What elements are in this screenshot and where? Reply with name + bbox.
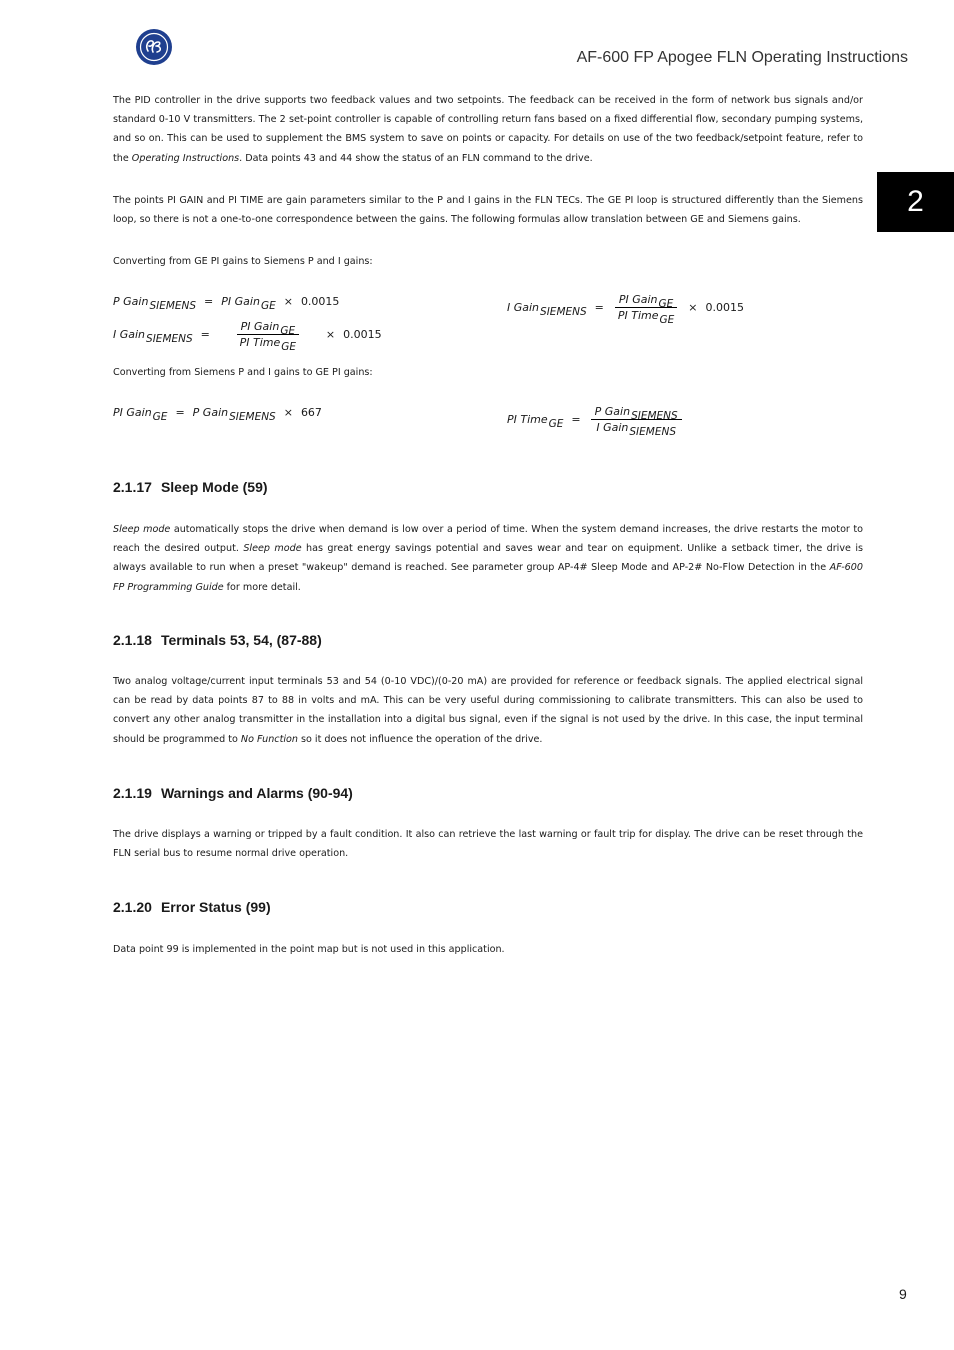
section-heading-terminals: 2.1.18 Terminals 53, 54, (87-88) [113, 632, 322, 648]
formula-i-gain-siemens-left: I Gain SIEMENS = $\frac{\text{PI GainGE}}{\text{PI TimeGE}}$ × 0.0015 [113, 320, 382, 353]
formula-i-gain-siemens-right: I Gain SIEMENS = $\frac{\text{PI GainGE}}{\text{PI TimeGE}}$ × 0.0015 [507, 293, 745, 326]
fraction: $\frac{\text{PI GainGE}}{\text{PI TimeGE}}$ [220, 320, 316, 349]
converting-siemens-to-ge: Converting from Siemens P and I gains to GE PI gains: [113, 367, 373, 378]
ge-monogram-icon [139, 32, 169, 62]
warnings-paragraph: The drive displays a warning or tripped by a fault condition. It also can retrieve the last warning or fault trip for display. The drive can be reset through the FLN serial bus to resume normal drive operation. [113, 829, 863, 860]
fraction: $\frac{\text{PI GainGE}}{\text{PI TimeGE}}$ [614, 293, 678, 322]
intro-paragraph-gains: The points PI GAIN and PI TIME are gain parameters similar to the P and I gains in the FLN TECs. The GE PI loop is structured differently than the Siemens loop, so there is not a one-to-one correspondence between the gains. The following formulas allow translation between GE and Siemens gains. [113, 195, 863, 226]
converting-ge-to-siemens: Converting from GE PI gains to Siemens P and I gains: [113, 256, 373, 267]
formula-pi-gain-ge: PI Gain GE = P Gain SIEMENS × 667 [113, 406, 322, 423]
formula-pi-time-ge: PI Time GE = $\frac{\text{P GainSIEMENS}}{\text{I GainSIEMENS}}$ [507, 405, 684, 434]
intro-paragraph-pid: The PID controller in the drive supports two feedback values and two setpoints. The feedback can be received in the form of network bus signals and/or standard 0-10 V transmitters. The 2 set-point controller is capable of controlling return fans based on a fixed differential flow, secondary pumping systems, and so on. This can be used to supplement the BMS system to save on points or capacity. For details on use of the two feedback/setpoint feature, refer to the Operating Instructions. Data points 43 and 44 show the status of an FLN command to the drive. [113, 95, 863, 164]
formula-p-gain-siemens: P Gain SIEMENS = PI Gain GE × 0.0015 [113, 295, 340, 312]
page-number: 9 [899, 1286, 907, 1302]
sleep-mode-paragraph: Sleep mode automatically stops the drive when demand is low over a period of time. When the system demand increases, the drive restarts the motor to reach the desired output. Sleep mode has great energy savings potential and saves wear and tear on equipment. Unlike a setback timer, the drive is always available to run when a preset "wakeup" demand is reached. See parameter group AP-4# Sleep Mode and AP-2# No-Flow Detection in the AF-600 FP Programming Guide for more detail. [113, 524, 863, 593]
section-heading-sleep-mode: 2.1.17 Sleep Mode (59) [113, 479, 268, 495]
terminals-paragraph: Two analog voltage/current input terminals 53 and 54 (0-10 VDC)/(0-20 mA) are provided for reference or feedback signals. The applied electrical signal can be read by data points 87 to 88 in volts and mA. This can be very useful during commissioning to calibrate transmitters. This can also be used to convert any other analog transmitter in the installation into a digital bus signal, even if the signal is not used by the drive. In this case, the input terminal should be programmed to No Function so it does not influence the operation of the drive. [113, 676, 863, 745]
ge-logo [136, 29, 172, 65]
section-heading-warnings: 2.1.19 Warnings and Alarms (90-94) [113, 785, 353, 801]
error-status-paragraph: Data point 99 is implemented in the point map but is not used in this application. [113, 944, 505, 955]
section-heading-error-status: 2.1.20 Error Status (99) [113, 899, 271, 915]
fraction: $\frac{\text{P GainSIEMENS}}{\text{I GainSIEMENS}}$ [591, 405, 682, 434]
chapter-tab: 2 [877, 172, 954, 232]
document-title: AF-600 FP Apogee FLN Operating Instructions [576, 49, 908, 66]
